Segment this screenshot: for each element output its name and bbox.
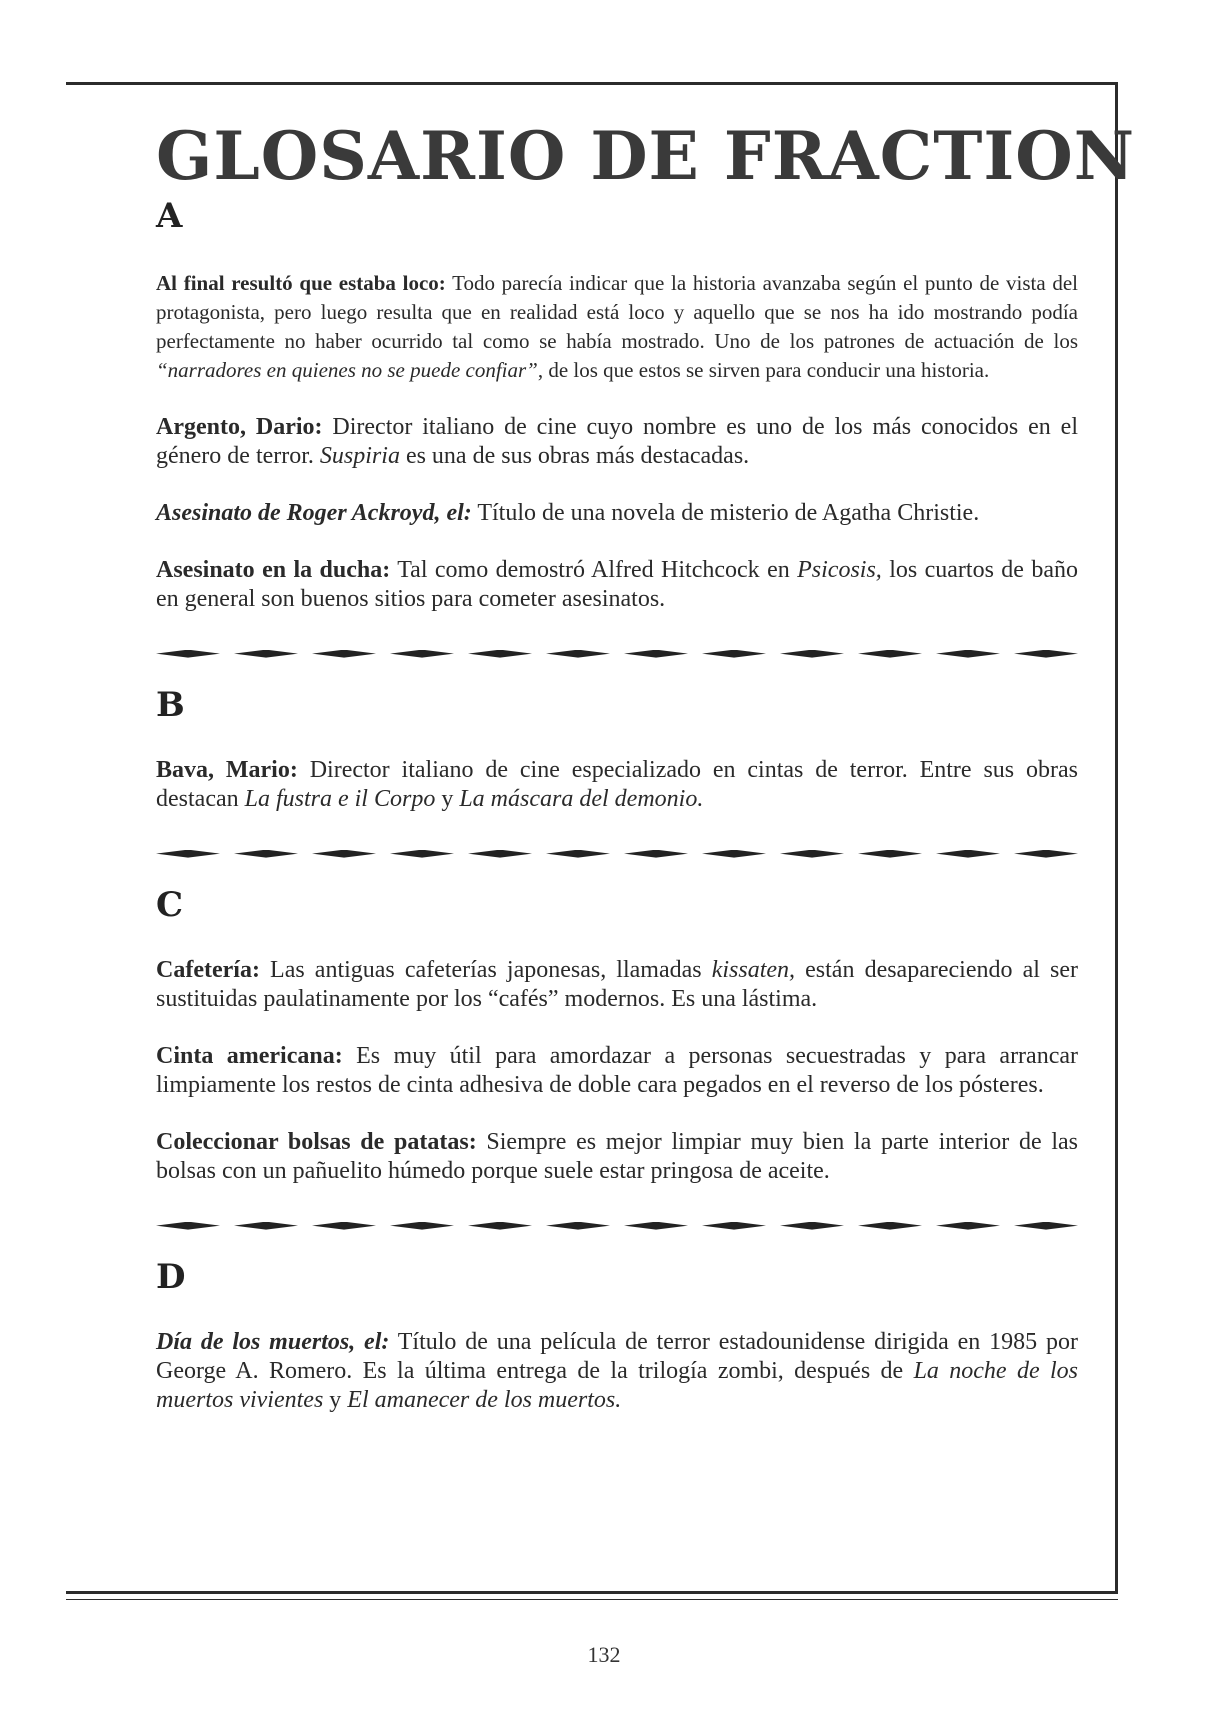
entry-term: Al final resultó que estaba loco: <box>156 270 446 295</box>
entry-bava <box>156 756 1078 814</box>
entry-italic: La noche de los muertos vivientes <box>156 1357 1078 1413</box>
entry-text: Director italiano de cine cuyo nombre es uno de los más conocidos en el género de terror. <box>156 413 1079 469</box>
entry-cafeteria <box>156 956 1078 1014</box>
divider-diamond <box>546 650 610 658</box>
divider-diamond <box>312 1222 376 1230</box>
entry-italic: kissaten, <box>711 956 796 983</box>
entry-asesinato-ackroyd <box>156 499 1078 528</box>
entry-term: Coleccionar bolsas de patatas: <box>156 1128 477 1155</box>
entry-text: , de los que estos se sirven para conducir una historia. <box>537 357 990 382</box>
divider-diamond <box>312 850 376 858</box>
entry-text: Título de una película de terror estadounidense dirigida en 1985 por George A. Romero. Es la última entrega de la trilogía zombi, después de <box>156 1328 1078 1384</box>
entry-text: Tal como demostró Alfred Hitchcock en <box>390 556 798 583</box>
entry-text: los cuartos de baño en general son buenos sitios para cometer asesinatos. <box>156 556 1079 612</box>
divider-diamond <box>624 1222 688 1230</box>
entry-asesinato-ducha <box>156 556 1078 614</box>
section-divider <box>156 1222 1078 1232</box>
divider-diamond <box>780 650 844 658</box>
section-letter-d: D <box>156 1256 186 1297</box>
divider-diamond <box>390 1222 454 1230</box>
entry-italic: La máscara del demonio. <box>459 785 704 812</box>
divider-diamond <box>702 650 766 658</box>
entry-text: Es muy útil para amordazar a personas secuestradas y para arrancar limpiamente los restos de cinta adhesiva de doble cara pegados en el reverso de los pósteres. <box>156 1042 1078 1098</box>
entry-italic: Suspiria <box>319 442 400 469</box>
divider-diamond <box>468 650 532 658</box>
divider-diamond <box>780 850 844 858</box>
section-letter-c: C <box>156 884 184 925</box>
entry-italic: El amanecer de los muertos. <box>347 1386 622 1413</box>
divider-diamond <box>936 1222 1000 1230</box>
entry-term: Asesinato en la ducha: <box>156 556 391 583</box>
entry-italic: Psicosis, <box>797 556 882 583</box>
divider-diamond <box>702 850 766 858</box>
divider-diamond <box>468 1222 532 1230</box>
entry-term: Cafetería: <box>156 956 260 983</box>
entry-coleccionar-bolsas <box>156 1128 1078 1186</box>
divider-diamond <box>1014 650 1078 658</box>
divider-diamond <box>390 850 454 858</box>
divider-diamond <box>936 850 1000 858</box>
divider-diamond <box>312 650 376 658</box>
page-number: 132 <box>587 1642 621 1667</box>
divider-diamond <box>390 650 454 658</box>
entry-al-final <box>156 269 1078 385</box>
divider-diamond <box>156 850 220 858</box>
entry-text: y <box>323 1386 348 1413</box>
divider-diamond <box>1014 1222 1078 1230</box>
divider-diamond <box>702 1222 766 1230</box>
divider-diamond <box>858 850 922 858</box>
divider-diamond <box>936 650 1000 658</box>
divider-diamond <box>1014 850 1078 858</box>
divider-diamond <box>624 650 688 658</box>
entry-term: Bava, Mario: <box>156 756 298 783</box>
entry-term: Cinta americana: <box>156 1042 343 1069</box>
divider-diamond <box>624 850 688 858</box>
entry-term: Argento, Dario: <box>156 413 323 440</box>
entry-text: Las antiguas cafeterías japonesas, llamadas <box>259 956 712 983</box>
entry-cinta-americana <box>156 1042 1078 1100</box>
divider-diamond <box>858 650 922 658</box>
divider-diamond <box>234 850 298 858</box>
divider-diamond <box>546 1222 610 1230</box>
entry-text: es una de sus obras más destacadas. <box>399 442 750 469</box>
entry-italic: La fustra e il Corpo <box>244 785 436 812</box>
entry-text: Siempre es mejor limpiar muy bien la parte interior de las bolsas con un pañuelito húmedo porque suele estar pringosa de aceite. <box>156 1128 1078 1184</box>
entry-text: Título de una novela de misterio de Agatha Christie. <box>471 499 980 526</box>
divider-diamond <box>468 850 532 858</box>
section-divider <box>156 850 1078 860</box>
entry-italic: “narradores en quienes no se puede confiar” <box>156 357 538 382</box>
divider-diamond <box>858 1222 922 1230</box>
section-letter-b: B <box>156 684 185 725</box>
page-title: GLOSARIO DE FRACTION <box>156 117 1136 195</box>
page-content <box>156 117 1136 1415</box>
entry-term: Día de los muertos, el: <box>156 1328 390 1355</box>
divider-diamond <box>234 1222 298 1230</box>
entry-term: Asesinato de Roger Ackroyd, el: <box>156 499 472 526</box>
divider-diamond <box>156 650 220 658</box>
entry-text: Director italiano de cine especializado en cintas de terror. Entre sus obras destacan <box>156 756 1078 812</box>
entry-dia-muertos <box>156 1328 1078 1415</box>
entry-text: están desapareciendo al ser sustituidas paulatinamente por los “cafés” modernos. Es una lástima. <box>156 956 1078 1012</box>
entry-text: y <box>435 785 460 812</box>
section-divider <box>156 650 1078 660</box>
divider-diamond <box>234 650 298 658</box>
section-letter-a: A <box>156 195 183 236</box>
entry-argento <box>156 413 1078 471</box>
divider-diamond <box>546 850 610 858</box>
entry-text: Todo parecía indicar que la historia avanzaba según el punto de vista del protagonista, pero luego resulta que en realidad está loco y aquello que se nos ha ido mostrando podía perfectamente no haber ocurrido tal como se había mostrado. Uno de los patrones de actuación de los <box>156 270 1079 353</box>
divider-diamond <box>156 1222 220 1230</box>
divider-diamond <box>780 1222 844 1230</box>
